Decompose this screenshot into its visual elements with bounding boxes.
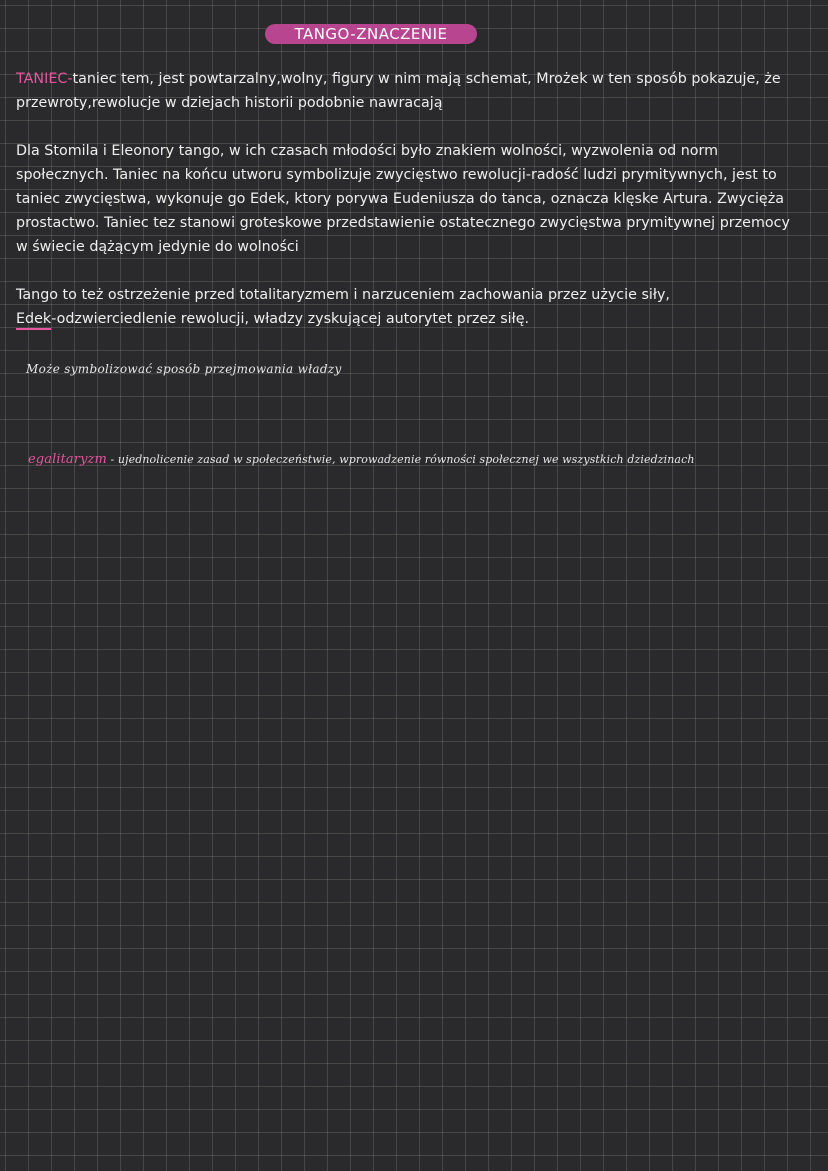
paragraph-ostrzezenie-line1: Tango to też ostrzeżenie przed totalitaryzmem i narzuceniem zachowania przez użycie siły, bbox=[16, 287, 670, 303]
paragraph-ostrzezenie bbox=[16, 283, 806, 331]
paragraph-taniec bbox=[16, 67, 806, 115]
definition-egalitaryzm bbox=[28, 452, 695, 467]
term-taniec: TANIEC- bbox=[16, 71, 73, 87]
term-edek: Edek bbox=[16, 311, 52, 327]
term-egalitaryzm: egalitaryzm bbox=[28, 452, 107, 467]
paragraph-stomil-eleonora: Dla Stomila i Eleonory tango, w ich czasach młodości było znakiem wolności, wyzwolenia od norm społecznych. Taniec na końcu utworu symbolizuje zwycięstwo rewolucji-radość ludzi prymitywnych, jest to taniec zwycięstwa, wykonuje go Edek, ktory porywa Eudeniusza do tanca, oznacza klęske Artura. Zwycięża prostactwo. Taniec tez stanowi groteskowe przedstawienie ostatecznego zwycięstwa prymitywnej przemocy w świecie dążącym jedynie do wolności bbox=[16, 143, 790, 255]
paragraph-ostrzezenie-line2: -odzwierciedlenie rewolucji, władzy zyskującej autorytet przez siłę. bbox=[51, 311, 530, 327]
page-title: TANGO-ZNACZENIE bbox=[265, 24, 477, 44]
definition-text: - ujednolicenie zasad w społeczeństwie, wprowadzenie równości społecznej we wszystkich dziedzinach bbox=[106, 453, 695, 466]
handwritten-note: Może symbolizować sposób przejmowania władzy bbox=[26, 362, 342, 376]
paragraph-taniec-text: taniec tem, jest powtarzalny,wolny, figury w nim mają schemat, Mrożek w ten sposób pokazuje, że przewroty,rewolucje w dziejach historii podobnie nawracają bbox=[16, 71, 781, 111]
